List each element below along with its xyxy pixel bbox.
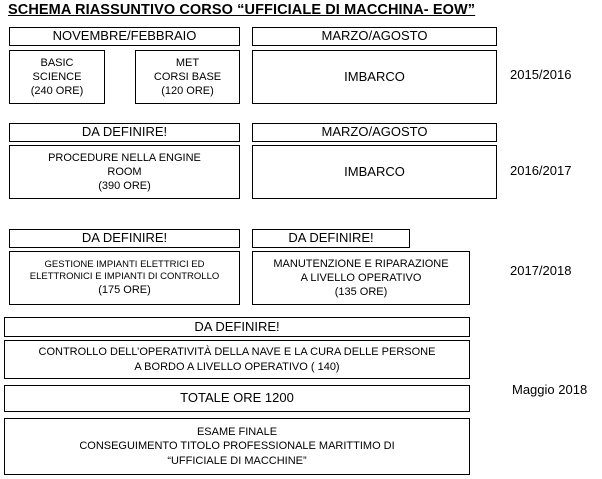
header-label: DA DEFINIRE! — [81, 230, 168, 246]
box-manutenzione-riparazione — [252, 251, 470, 305]
box-line: TOTALE ORE 1200 — [180, 390, 294, 406]
header-da-definire-wide — [4, 317, 470, 337]
box-line: SCIENCE — [32, 70, 82, 83]
header-label: DA DEFINIRE! — [81, 124, 168, 140]
page-title: SCHEMA RIASSUNTIVO CORSO “UFFICIALE DI MACCHINA- EOW” — [8, 2, 476, 18]
box-line: CORSI BASE — [153, 70, 222, 83]
header-da-definire — [252, 229, 410, 248]
box-line: ROOM — [107, 165, 142, 178]
box-controllo-operativita — [4, 340, 470, 379]
box-basic-science — [9, 50, 105, 104]
box-line: “UFFICIALE DI MACCHINE” — [167, 454, 307, 467]
header-da-definire — [9, 229, 240, 248]
year-label: 2015/2016 — [510, 67, 572, 82]
box-line: (120 ORE) — [161, 85, 214, 98]
box-imbarco-1 — [252, 50, 497, 104]
box-line: BASIC — [40, 56, 74, 69]
box-line: (240 ORE) — [30, 85, 84, 98]
box-line: (175 ORE) — [98, 284, 151, 297]
box-met-corsi-base — [135, 50, 240, 104]
year-label: 2016/2017 — [510, 163, 572, 178]
box-gestione-impianti — [9, 251, 240, 305]
header-novembre-febbraio — [9, 27, 240, 46]
box-line: (390 ORE) — [98, 180, 151, 193]
header-label: DA DEFINIRE! — [194, 318, 280, 334]
box-line: ELETTRONICI E IMPIANTI DI CONTROLLO — [29, 270, 220, 282]
header-label: MARZO/AGOSTO — [321, 124, 428, 140]
box-line: GESTIONE IMPIANTI ELETTRICI ED — [44, 258, 205, 270]
box-line: CONSEGUIMENTO TITOLO PROFESSIONALE MARITTIMO DI — [79, 440, 395, 453]
box-line: IMBARCO — [344, 163, 405, 179]
box-line: IMBARCO — [344, 68, 405, 84]
year-label: Maggio 2018 — [512, 382, 588, 397]
header-marzo-agosto — [252, 123, 497, 142]
box-esame-finale — [4, 418, 470, 475]
box-totale-ore — [4, 385, 470, 412]
box-line: (135 ORE) — [334, 286, 388, 299]
box-line: CONTROLLO DELL’OPERATIVITÀ DELLA NAVE E LA CURA DELLE PERSONE — [38, 346, 436, 359]
header-label: NOVEMBRE/FEBBRAIO — [52, 28, 197, 44]
box-line: A BORDO A LIVELLO OPERATIVO ( 140) — [134, 360, 340, 373]
header-label: DA DEFINIRE! — [288, 230, 374, 246]
year-label: 2017/2018 — [510, 263, 572, 278]
header-marzo-agosto — [252, 27, 497, 46]
box-imbarco-2 — [252, 145, 497, 199]
header-da-definire — [9, 123, 240, 142]
box-line: PROCEDURE NELLA ENGINE — [48, 151, 201, 164]
box-procedure-engine-room — [9, 145, 240, 199]
box-line: MET — [175, 56, 200, 69]
box-line: MANUTENZIONE E RIPARAZIONE — [273, 257, 449, 270]
box-line: A LIVELLO OPERATIVO — [300, 271, 422, 284]
header-label: MARZO/AGOSTO — [321, 28, 428, 44]
box-line: ESAME FINALE — [196, 426, 278, 439]
